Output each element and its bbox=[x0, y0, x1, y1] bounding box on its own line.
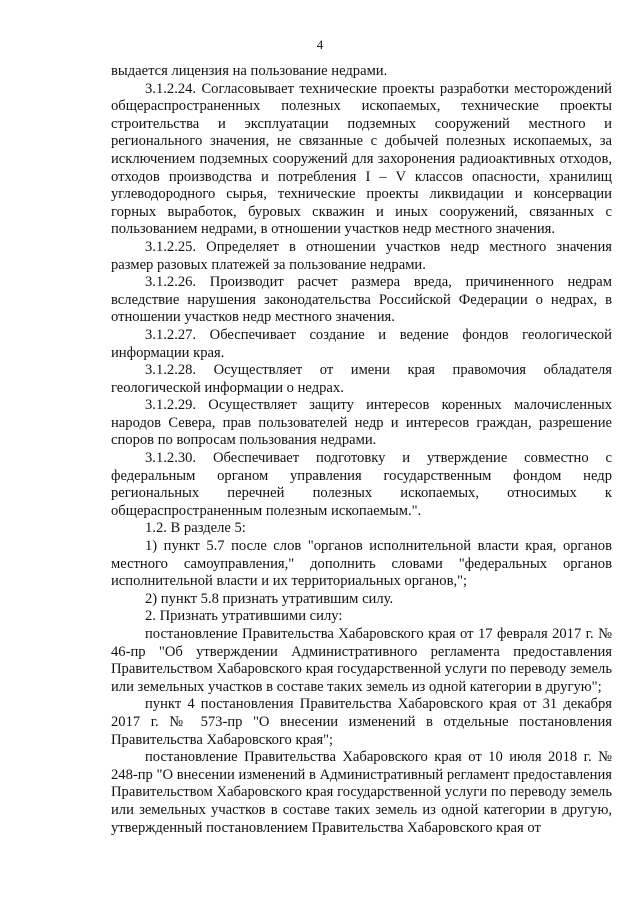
paragraph: 3.1.2.28. Осуществляет от имени края правомочия обладателя геологической информации о недрах. bbox=[111, 362, 612, 396]
paragraph: постановление Правительства Хабаровского края от 10 июля 2018 г. № 248-пр "О внесении изменений в Административный регламент предоставления Правительством Хабаровского края государственной услуги по переводу земель или земельных участков в составе таких земель из одной категории в другую, утвержденный постановлением Правительства Хабаровского края от bbox=[111, 749, 612, 836]
paragraph: 3.1.2.26. Производит расчет размера вреда, причиненного недрам вследствие нарушения законодательства Российской Федерации о недрах, в отношении участков недр местного значения. bbox=[111, 274, 612, 326]
paragraph: выдается лицензия на пользование недрами. bbox=[111, 63, 388, 79]
paragraph: 1) пункт 5.7 после слов "органов исполнительной власти края, органов местного самоуправления," дополнить словами "федеральных органов исполнительной власти и их территориальных органов,"; bbox=[111, 538, 612, 590]
page-number: 4 bbox=[316, 37, 324, 52]
paragraph: 3.1.2.25. Определяет в отношении участков недр местного значения размер разовых платежей за пользование недрами. bbox=[111, 238, 612, 273]
paragraph: 3.1.2.29. Осуществляет защиту интересов коренных малочисленных народов Севера, прав пользователей недр и интересов граждан, разрешение споров по вопросам пользования недрами. bbox=[111, 397, 612, 449]
paragraph: 2. Признать утратившими силу: bbox=[145, 608, 343, 625]
paragraph: 3.1.2.27. Обеспечивает создание и ведение фондов геологической информации края. bbox=[111, 326, 612, 361]
paragraph: 3.1.2.30. Обеспечивает подготовку и утверждение совместно с федеральным органом управления государственным фондом недр региональных перечней полезных ископаемых, относимых к общераспространенным полезным ископаемым.". bbox=[111, 450, 612, 519]
document-body bbox=[111, 63, 612, 837]
paragraph: 3.1.2.24. Согласовывает технические проекты разработки месторождений общераспространенных полезных ископаемых, технические проекты строительства и эксплуатации подземных сооружений местного и регионального значения, не связанные с добычей полезных ископаемых, за исключением подземных сооружений для захоронения радиоактивных отходов, отходов производства и потребления I – V классов опасности, хранилищ углеводородного сырья, технические проекты ликвидации и консервации горных выработок, буровых скважин и иных сооружений, связанных с пользованием недрами, в отношении участков недр местного значения. bbox=[111, 80, 612, 238]
paragraph: постановление Правительства Хабаровского края от 17 февраля 2017 г. № 46-пр "Об утверждении Административного регламента предоставления Правительством Хабаровского края государственной услуги по переводу земель или земельных участков в составе таких земель из одной категории в другую"; bbox=[111, 626, 612, 695]
paragraph: 2) пункт 5.8 признать утратившим силу. bbox=[145, 590, 394, 607]
paragraph: 1.2. В разделе 5: bbox=[145, 520, 246, 537]
paragraph: пункт 4 постановления Правительства Хабаровского края от 31 декабря 2017 г. № 573-пр "О внесении изменений в отдельные постановления Правительства Хабаровского края"; bbox=[111, 696, 612, 748]
